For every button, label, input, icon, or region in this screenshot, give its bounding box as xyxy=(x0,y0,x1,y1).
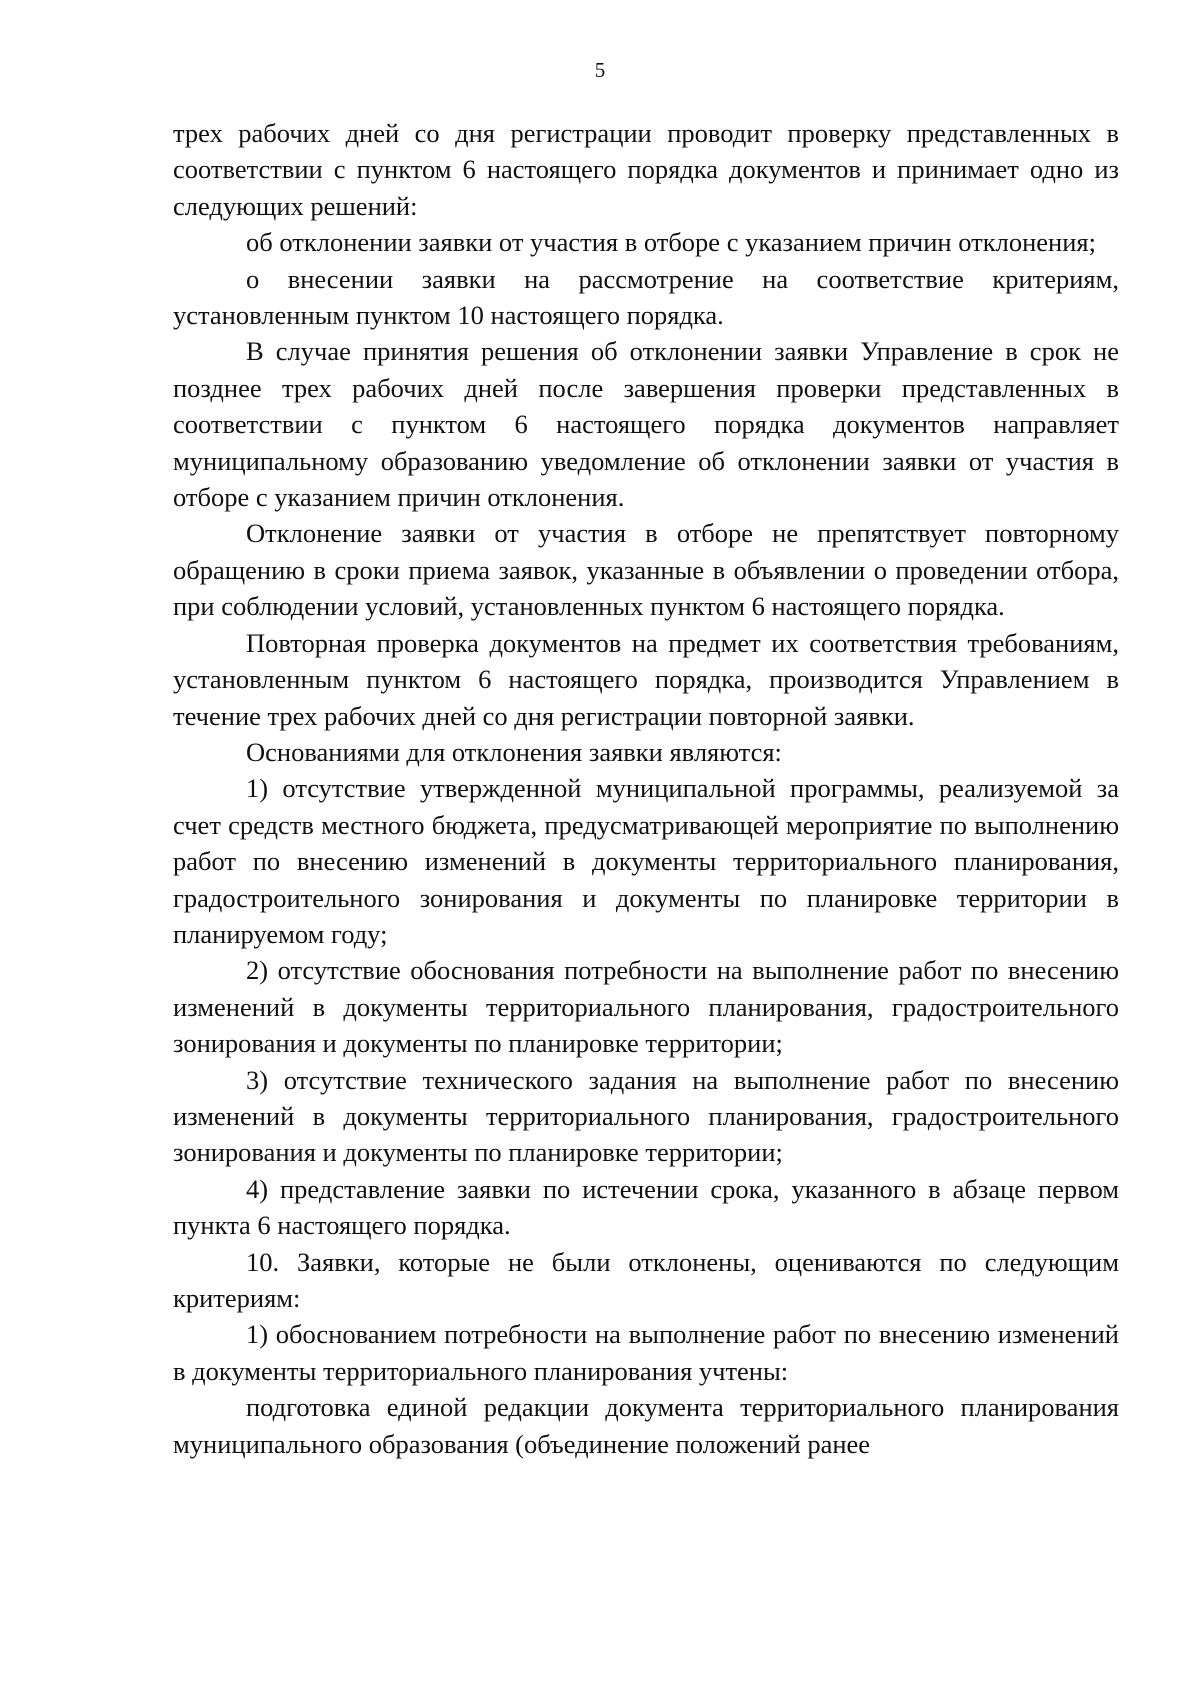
paragraph-continuation: трех рабочих дней со дня регистрации проводит проверку представленных в соответствии с пунктом 6 настоящего порядка документов и принимает одно из следующих решений: xyxy=(173,118,1119,221)
paragraph-rejection-grounds-heading: Основаниями для отклонения заявки являются: xyxy=(246,736,782,767)
paragraph-repeat-check: Повторная проверка документов на предмет их соответствия требованиям, установленным пунктом 6 настоящего порядка, производится Управлением в течение трех рабочих дней со дня регистрации повторной заявки. xyxy=(173,627,1119,731)
document-body xyxy=(173,115,1119,1462)
paragraph-unified-edition: подготовка единой редакции документа территориального планирования муниципального образования (объединение положений ранее xyxy=(173,1392,1119,1459)
list-item-ground-1: 1) отсутствие утвержденной муниципальной программы, реализуемой за счет средств местного бюджета, предусматривающей мероприятие по выполнению работ по внесению изменений в документы территориального планирования, градостроительного зонирования и документы по планировке территории в планируемом году; xyxy=(173,773,1119,949)
list-item-ground-2: 2) отсутствие обоснования потребности на выполнение работ по внесению изменений в документы территориального планирования, градостроительного зонирования и документы по планировке территории; xyxy=(173,955,1119,1059)
paragraph-item-10: 10. Заявки, которые не были отклонены, оцениваются по следующим критериям: xyxy=(173,1246,1119,1313)
paragraph-rejection-notice: В случае принятия решения об отклонении заявки Управление в срок не позднее трех рабочих дней после завершения проверки представленных в соответствии с пунктом 6 настоящего порядка документов направляет муниципальному образованию уведомление об отклонении заявки от участия в отборе с указанием причин отклонения. xyxy=(173,336,1119,513)
list-item-criterion-1: 1) обоснованием потребности на выполнение работ по внесению изменений в документы территориального планирования учтены: xyxy=(173,1319,1119,1386)
page-number: 5 xyxy=(594,58,606,82)
paragraph-reapplication: Отклонение заявки от участия в отборе не препятствует повторному обращению в сроки приема заявок, указанные в объявлении о проведении отбора, при соблюдении условий, установленных пунктом 6 настоящего порядка. xyxy=(173,518,1119,622)
list-item-ground-4: 4) представление заявки по истечении срока, указанного в абзаце первом пункта 6 настоящего порядка. xyxy=(173,1173,1119,1241)
paragraph-decision-reject: об отклонении заявки от участия в отборе с указанием причин отклонения; xyxy=(246,227,1096,258)
list-item-ground-3: 3) отсутствие технического задания на выполнение работ по внесению изменений в документы территориального планирования, градостроительного зонирования и документы по планировке территории; xyxy=(173,1064,1119,1168)
paragraph-decision-review: о внесении заявки на рассмотрение на соответствие критериям, установленным пунктом 10 настоящего порядка. xyxy=(173,263,1119,331)
